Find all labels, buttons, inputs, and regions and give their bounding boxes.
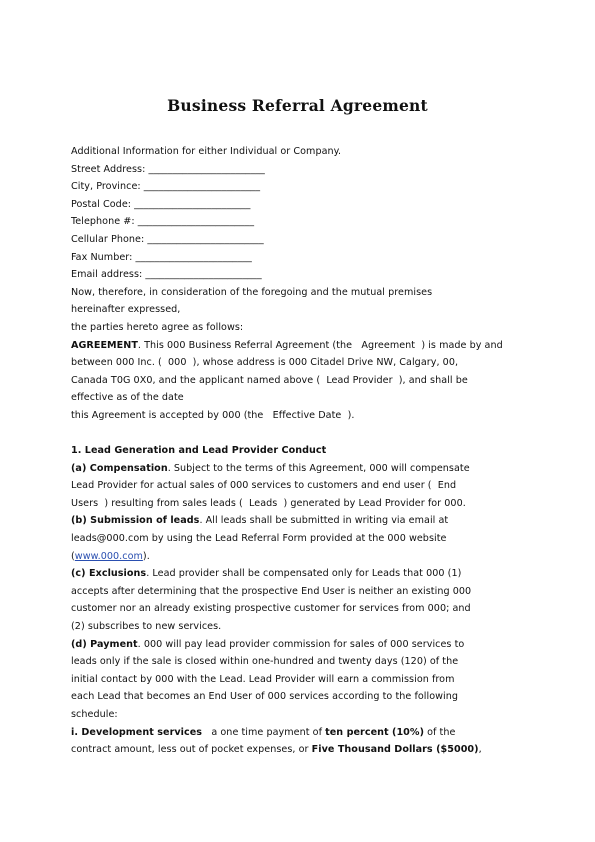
clause-i-text: a one time payment of	[202, 726, 326, 738]
clause-d-text: . 000 will pay lead provider commission for sales of 000 services to	[137, 638, 465, 650]
clause-d-line: schedule:	[71, 709, 118, 720]
clause-b-line	[71, 548, 531, 566]
clause-c-line: accepts after determining that the prospective End User is neither an existing 000	[71, 585, 472, 597]
agreement-paragraph-line	[71, 337, 531, 355]
document-title: Business Referral Agreement	[167, 96, 428, 115]
clause-a-line	[71, 460, 531, 478]
document-body	[71, 143, 531, 759]
clause-b-line	[71, 512, 531, 530]
clause-i-text: of the	[424, 726, 456, 738]
clause-a-label: (a) Compensation	[71, 462, 168, 474]
clause-c-label: (c) Exclusions	[71, 568, 147, 580]
clause-b-label: (b) Submission of leads	[71, 515, 200, 527]
clause-i-text: contract amount, less out of pocket expenses, or	[71, 744, 312, 756]
intro-line: Additional Information for either Individual or Company.	[71, 146, 342, 157]
agreement-paragraph-line: this Agreement is accepted by 000 (the Effective Date ).	[71, 409, 355, 421]
fax-number-field: Fax Number: ________________________	[71, 251, 252, 263]
recital-line: Now, therefore, in consideration of the foregoing and the mutual premises	[71, 286, 433, 298]
clause-c-line: customer nor an already existing prospective customer for services from 000; and	[71, 603, 471, 615]
spacer	[71, 425, 531, 443]
clause-i-line	[71, 724, 531, 742]
clause-d-line: leads only if the sale is closed within one-hundred and twenty days (120) of the	[71, 656, 459, 668]
clause-i-line	[71, 741, 531, 759]
agreement-paragraph-line: effective as of the date	[71, 392, 184, 404]
clause-a-text: . Subject to the terms of this Agreement, 000 will compensate	[167, 462, 470, 474]
clause-c-line	[71, 565, 531, 583]
clause-i-text: ,	[478, 744, 482, 756]
clause-d-label: (d) Payment	[71, 638, 138, 650]
street-address-field: Street Address: ________________________	[71, 163, 265, 175]
clause-b-text: . All leads shall be submitted in writing via email at	[199, 515, 449, 527]
clause-d-line	[71, 636, 531, 654]
commission-amount: Five Thousand Dollars ($5000)	[311, 744, 479, 756]
clause-b-line: leads@000.com by using the Lead Referral Form provided at the 000 website	[71, 533, 447, 545]
agreement-paragraph-line: between 000 Inc. ( 000 ), whose address is 000 Citadel Drive NW, Calgary, 00,	[71, 357, 459, 369]
telephone-field: Telephone #: ________________________	[71, 216, 255, 228]
clause-c-line: (2) subscribes to new services.	[71, 621, 222, 633]
paren-open: (	[71, 550, 75, 562]
clause-a-line: Lead Provider for actual sales of 000 services to customers and end user ( End	[71, 480, 457, 492]
website-link[interactable]: www.000.com	[74, 550, 143, 562]
commission-percent: ten percent (10%)	[325, 726, 425, 738]
agreement-paragraph-line: Canada T0G 0X0, and the applicant named above ( Lead Provider ), and shall be	[71, 374, 468, 386]
email-address-field: Email address: ________________________	[71, 269, 262, 281]
clause-c-text: . Lead provider shall be compensated only for Leads that 000 (1)	[146, 568, 462, 580]
recital-line: the parties hereto agree as follows:	[71, 321, 244, 333]
clause-i-label: i. Development services	[71, 726, 203, 738]
section-heading: 1. Lead Generation and Lead Provider Conduct	[71, 445, 327, 457]
clause-d-line: initial contact by 000 with the Lead. Lead Provider will earn a commission from	[71, 673, 455, 685]
clause-d-line: each Lead that becomes an End User of 000 services according to the following	[71, 691, 459, 703]
postal-code-field: Postal Code: ________________________	[71, 198, 251, 210]
city-province-field: City, Province: ________________________	[71, 181, 261, 193]
cellular-phone-field: Cellular Phone: ________________________	[71, 233, 264, 245]
clause-a-line: Users ) resulting from sales leads ( Leads ) generated by Lead Provider for 000.	[71, 497, 466, 509]
recital-line: hereinafter expressed,	[71, 304, 181, 316]
paren-close: ).	[142, 550, 150, 562]
agreement-text: . This 000 Business Referral Agreement (the Agreement ) is made by and	[137, 339, 503, 351]
agreement-term: AGREEMENT	[71, 339, 138, 351]
